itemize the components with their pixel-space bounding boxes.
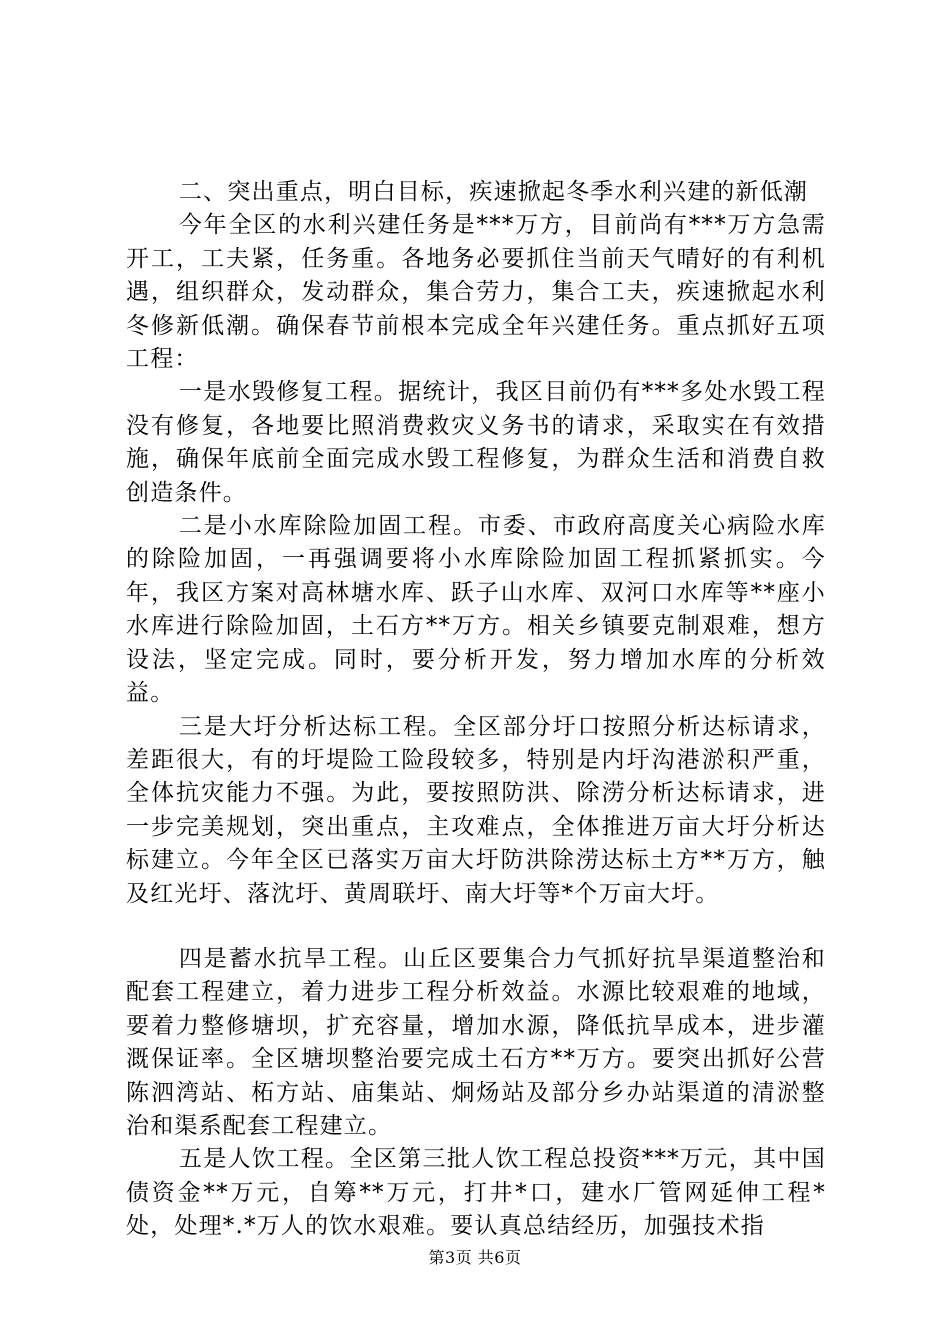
paragraph-project-2: 二是小水库除险加固工程。市委、市政府高度关心病险水库的除险加固，一再强调要将小水库除险加固工程抓紧抓实。今年，我区方案对高林塘水库、跃子山水库、双河口水库等**座小水库进行除险加固，土石方**万方。相关乡镇要克制艰难，想方设法，坚定完成。同时，要分析开发，努力增加水库的分析效益。 [126,513,826,707]
document-body [126,176,826,1244]
page-number-footer: 第3页 共6页 [428,1248,522,1267]
section-heading: 二、突出重点，明白目标，疾速掀起冬季水利兴建的新低潮 [178,179,809,205]
paragraph-intro: 今年全区的水利兴建任务是***万方，目前尚有***万方急需开工，工夫紧，任务重。各地务必要抓住当前天气晴好的有利机遇，组织群众，发动群众，集合劳力，集合工夫，疾速掀起水利冬修新低潮。确保春节前根本完成全年兴建任务。重点抓好五项工程： [126,212,826,373]
paragraph-project-1: 一是水毁修复工程。据统计，我区目前仍有***多处水毁工程没有修复，各地要比照消费救灾义务书的请求，采取实在有效措施，确保年底前全面完成水毁工程修复，为群众生活和消费自救创造条件。 [126,379,826,506]
paragraph-project-5: 五是人饮工程。全区第三批人饮工程总投资***万元，其中国债资金**万元，自筹**万元，打井*口，建水厂管网延伸工程*处，处理*.*万人的饮水艰难。要认真总结经历，加强技术指 [126,1146,826,1240]
paragraph-project-4: 四是蓄水抗旱工程。山丘区要集合力气抓好抗旱渠道整治和配套工程建立，着力进步工程分析效益。水源比较艰难的地域，要着力整修塘坝，扩充容量，增加水源，降低抗旱成本，进步灌溉保证率。全区塘坝整治要完成土石方**万方。要突出抓好公营陈泗湾站、柘方站、庙集站、炯炀站及部分乡办站渠道的清淤整治和渠系配套工程建立。 [126,945,826,1139]
paragraph-project-3: 三是大圩分析达标工程。全区部分圩口按照分析达标请求，差距很大，有的圩堤险工险段较多，特别是内圩沟港淤积严重，全体抗灾能力不强。为此，要按照防洪、除涝分析达标请求，进一步完美规划，突出重点，主攻难点，全体推进万亩大圩分析达标建立。今年全区已落实万亩大圩防洪除涝达标土方**万方，触及红光圩、落沈圩、黄周联圩、南大圩等*个万亩大圩。 [126,713,826,907]
